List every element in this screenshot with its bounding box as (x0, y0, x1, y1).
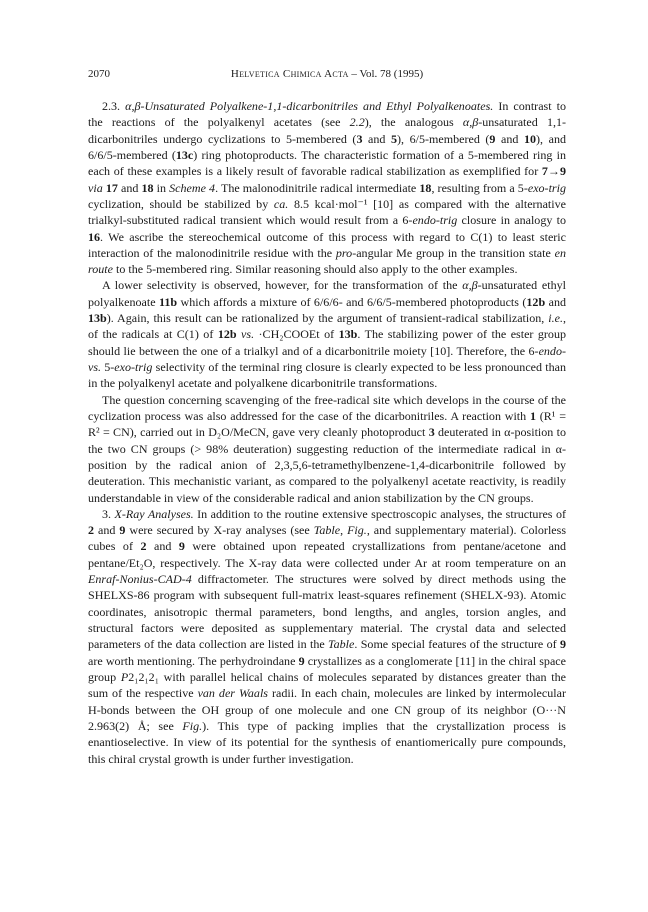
text-run: , of the radicals at C(1) of (88, 311, 566, 342)
text-run: ), the analogous (364, 115, 463, 130)
italic-run: Table (313, 523, 341, 538)
text-run: closure in analogy to (457, 213, 566, 228)
text-run: → (547, 164, 560, 179)
compound-ref: 17 (105, 180, 118, 195)
text-run: were obtained upon repeated crystallizations from pentane/acetone and pentane/Et₂O, respectively. The X-ray data were collected under Ar at room temperature on an (88, 539, 566, 570)
text-run: . Some special features of the structure of (354, 637, 560, 652)
paragraph-xray-analyses (88, 506, 566, 767)
journal-name: Helvetica Chimica Acta (230, 68, 349, 80)
text-run: radii. In each chain, molecules are linked by intermolecular H-bonds between the OH group of one molecule and one CN group of its neighbor (O···N 2.963(2) Å; see (88, 686, 566, 733)
compound-ref: 13c (175, 147, 194, 162)
compound-ref: 1 (529, 408, 536, 423)
compound-ref: 9 (559, 164, 566, 179)
text-run: and (117, 180, 142, 195)
italic-run: X-Ray Analyses. (114, 506, 194, 521)
italic-run: α,β (462, 278, 478, 293)
text-run: and (146, 539, 179, 554)
text-run: The question concerning scavenging of the free-radical site which develops in the course of the cyclization process was also addressed for the case of the dicarbonitriles. A reaction with (88, 392, 566, 423)
italic-run: 2.2 (349, 115, 365, 130)
text-run: 3. (102, 506, 115, 521)
text-run: selectivity of the terminal ring closure is clearly expected to be less pronounced than in the polyalkenyl acetate and polyalkene dicarbonitrile transformations. (88, 360, 567, 391)
italic-run: en route (88, 245, 566, 277)
italic-run: Fig. (182, 718, 203, 733)
text-run: were secured by X-ray analyses (see (125, 523, 314, 538)
text-run: crystallizes as a conglomerate [11] in the chiral space group (88, 653, 566, 684)
italic-run: van der Waals (197, 686, 268, 701)
italic-run: α,β (462, 115, 479, 130)
compound-ref: 12b (217, 327, 237, 342)
text-run: . We ascribe the stereochemical outcome of this process with regard to C(1) to least steric interaction of the malonodinitrile residue with the (88, 229, 566, 260)
compound-ref: 2 (140, 539, 147, 554)
italic-run: ca. (273, 196, 289, 211)
page-number: 2070 (88, 68, 110, 80)
compound-ref: 18 (141, 180, 154, 195)
compound-ref: 13b (88, 311, 107, 326)
text-run: are worth mentioning. The perhydroindane (88, 653, 299, 668)
text-run: 2.3. (102, 99, 126, 113)
italic-run: vs. (88, 360, 102, 374)
italic-run: endo-trig (412, 213, 458, 228)
text-run: 2₁2₁2₁ with parallel helical chains of molecules separated by distances greater than the sum of the respective (88, 669, 566, 701)
text-run: and (94, 523, 120, 538)
text-run: to the 5-membered ring. Similar reasoning should also apply to the other examples. (112, 262, 518, 277)
compound-ref: 9 (489, 131, 496, 146)
italic-run: Enraf-Nonius-CAD-4 (88, 572, 192, 587)
text-run: 8.5 kcal·mol⁻¹ [10] as compared with the alternative trialkyl-substituted radical transient which would result from a 6- (88, 196, 566, 228)
italic-run: α,β-Unsaturated Polyalkene-1,1-dicarbonitriles and Ethyl Polyalkenoates. (125, 99, 494, 113)
text-run: cyclization, should be stabilized by (88, 196, 274, 211)
text-run: . The stabilizing power of the ester group should lie between the one of a trialkyl and of a dicarbonitrile moiety [10]. Therefore, the 6- (88, 327, 566, 358)
paragraph-section-2-3 (88, 98, 566, 277)
text-run: , (340, 523, 348, 538)
italic-run: Scheme 4 (169, 180, 216, 195)
compound-ref: 2 (88, 523, 95, 538)
text-run: , and supplementary material). Colorless cubes of (88, 523, 567, 554)
italic-run: exo-trig (114, 360, 153, 374)
compound-ref: 11b (159, 294, 178, 309)
compound-ref: 5 (390, 131, 398, 146)
compound-ref: 9 (298, 653, 305, 668)
text-run: which affords a mixture of 6/6/6- and 6/6/5-membered photoproducts ( (177, 294, 527, 309)
text-run: ), 6/5-membered ( (397, 131, 490, 146)
italic-run: Fig. (347, 523, 367, 538)
text-run: 5- (101, 360, 115, 374)
compound-ref: 9 (559, 637, 567, 652)
compound-ref: 13b (338, 327, 358, 342)
text-run: ) ring photoproducts. The characteristic formation of a 5-membered ring in each of these examples is a likely result of favorable radical stabilization as exemplified for (88, 147, 566, 179)
text-run: In contrast to the reactions of the polyalkenyl acetates (see (88, 99, 567, 130)
text-run: -unsaturated 1,1-dicarbonitriles undergo cyclizations to 5-membered ( (88, 115, 567, 146)
compound-ref: 3 (356, 131, 363, 146)
compound-ref: 9 (119, 523, 126, 538)
compound-ref: 12b (526, 294, 546, 309)
text-run: -unsaturated ethyl polyalkenoate (88, 278, 566, 309)
text-run: , resulting from a 5- (431, 180, 528, 195)
text-run: (R¹ = R² = CN), carried out in D₂O/MeCN, gave very cleanly photoproduct (88, 408, 566, 440)
running-title (88, 66, 566, 82)
text-run: and (495, 131, 524, 146)
italic-run: i.e. (548, 311, 563, 326)
text-run: In addition to the routine extensive spectroscopic analyses, the structures of (193, 506, 566, 521)
italic-run: vs. (241, 327, 255, 342)
paragraph-selectivity (88, 277, 566, 391)
text-run: deuterated in α-position to the two CN groups (> 98% deuteration) suggesting reduction of the intermediate radical in α-position by the radical anion of 2,3,5,6-tetramethylbenzene-1,4-dicarbonitrile followed by deuteration. This mechanistic variant, as compared to the polyalkenyl acetate reactivity, is readily understandable in view of the considerable radical and anion stabilization by the CN groups. (88, 425, 566, 505)
compound-ref: 10 (523, 131, 537, 146)
italic-run: via (88, 180, 103, 195)
text-run: -angular Me group in the transition state (352, 245, 555, 260)
text-run: . The malonodinitrile radical intermediate (215, 180, 420, 195)
text-run: and (362, 131, 391, 146)
paragraph-scavenging (88, 392, 566, 506)
text-run: A lower selectivity is observed, however, for the transformation of the (102, 278, 463, 293)
italic-run: P (120, 669, 129, 684)
italic-run: pro (335, 245, 353, 260)
article-body (88, 98, 566, 767)
text-run: ). Again, this result can be rationalized by the argument of transient-radical stabilization, (106, 311, 549, 326)
text-run: and (545, 294, 566, 309)
text-run: ·CH₂COOEt of (254, 327, 339, 342)
italic-run: Table (328, 637, 355, 652)
compound-ref: 9 (178, 539, 185, 554)
compound-ref: 3 (428, 425, 435, 440)
text-run: diffractometer. The structures were solved by direct methods using the SHELXS-86 program with subsequent full-matrix least-squares refinement (SHELX-93). Atomic coordinates, anisotropic thermal parameters, bond lengths, and angles, torsion angles, and structural factors were deposited as supplementary material. The crystal data and selected parameters of the data collection are listed in the (88, 572, 566, 652)
italic-run: exo-trig (527, 180, 566, 195)
text-run: ). This type of packing implies that the crystallization process is enantioselective. In view of its potential for the synthesis of enantiomerically pure compounds, this chiral crystal growth is under further investigation. (88, 718, 566, 766)
page-header (88, 66, 566, 82)
text-run: ), and 6/6/5-membered ( (88, 131, 566, 162)
journal-volume: – Vol. 78 (1995) (348, 68, 424, 80)
compound-ref: 18 (419, 180, 432, 195)
compound-ref: 7 (541, 164, 548, 179)
italic-run: endo- (538, 343, 566, 358)
compound-ref: 16 (88, 229, 101, 244)
text-run: in (153, 180, 170, 195)
